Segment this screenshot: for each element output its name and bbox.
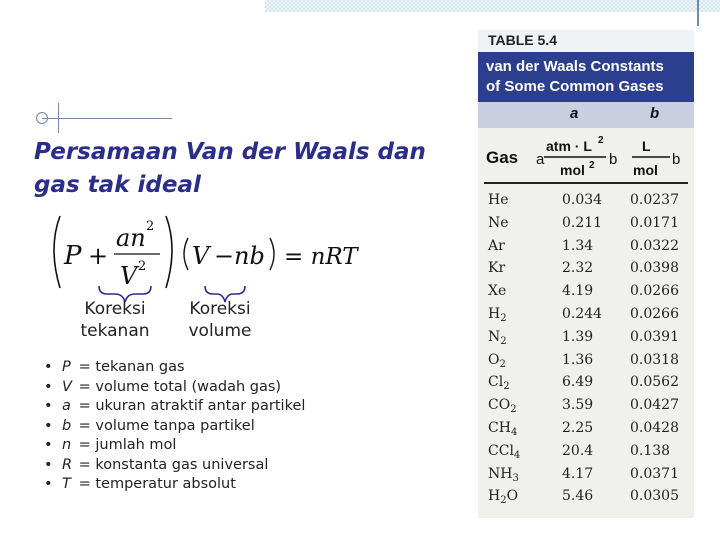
a-value-cell: 3.59 [562, 397, 594, 414]
volume-correction-line-1: Koreksi [189, 299, 251, 319]
unit-a-denominator: mol [560, 162, 585, 178]
definition-text: = volume total (wadah gas) [74, 378, 282, 395]
definition-text: = konstanta gas universal [74, 456, 269, 473]
bullet-icon: • [44, 437, 53, 453]
table-row [478, 418, 694, 441]
a-value-cell: 1.34 [562, 237, 594, 254]
gas-column-header: Gas [486, 148, 519, 167]
eq-v-exp: 2 [138, 259, 147, 274]
definition-symbol: P [62, 359, 71, 375]
decor-circle-icon [36, 112, 48, 124]
gas-cell: Kr [488, 260, 506, 277]
column-a-header: a [570, 105, 579, 122]
column-letter-bar [478, 102, 694, 128]
unit-a-numerator: atm · L [546, 138, 592, 154]
definition-item [44, 358, 305, 378]
table-row [478, 327, 694, 350]
unit-a-numerator-exp: 2 [598, 135, 604, 146]
bullet-icon: • [44, 359, 53, 375]
gas-cell: $N_2$ [488, 328, 507, 347]
a-value-cell: 0.211 [562, 214, 603, 231]
a-value-cell: 20.4 [562, 442, 594, 459]
gas-cell: He [488, 192, 509, 208]
definition-item [44, 397, 305, 417]
definition-item [44, 475, 305, 495]
svg-text:b: b [672, 151, 681, 168]
b-value-cell: 0.0428 [630, 420, 679, 436]
gas-cell: $H_2$ [488, 306, 507, 324]
header-pattern [265, 0, 720, 12]
gas-cell: $CH_4$ [488, 420, 518, 438]
bullet-icon: • [44, 417, 53, 434]
decor-line [697, 0, 699, 26]
column-b-header: b [650, 105, 660, 122]
eq-nb: nb [234, 242, 265, 270]
a-value-cell: 5.46 [562, 488, 594, 505]
gas-cell: CCl$_4$ [488, 442, 521, 461]
table-caption-bar [478, 30, 694, 52]
eq-an: an [116, 224, 146, 252]
definition-item [44, 456, 305, 476]
b-value-cell: 0.0322 [630, 237, 679, 254]
b-value-cell: 0.0305 [630, 488, 679, 505]
pressure-correction-label [72, 298, 158, 342]
a-value-cell: 4.17 [562, 465, 594, 482]
definition-text: = jumlah mol [74, 437, 177, 453]
svg-text:−: − [214, 242, 235, 270]
b-value-cell: 0.138 [630, 442, 671, 459]
eq-v: V [192, 242, 210, 270]
bullet-icon: • [44, 456, 53, 473]
gas-cell: $Cl_2$ [488, 374, 510, 393]
svg-text:a: a [536, 151, 545, 168]
a-value-cell: 0.034 [562, 192, 603, 208]
a-value-cell: 4.19 [562, 283, 594, 300]
b-value-cell: 0.0266 [630, 306, 679, 322]
table-caption: TABLE 5.4 [488, 32, 557, 48]
table-row [478, 464, 694, 487]
table-row [478, 486, 694, 509]
van-der-waals-table [478, 30, 694, 518]
variable-definitions [44, 358, 305, 495]
volume-correction-line-2: volume [188, 321, 252, 341]
pressure-correction-line-2: tekanan [80, 321, 150, 341]
definition-symbol: n [62, 437, 72, 453]
definition-item [44, 378, 305, 398]
decor-line [58, 103, 59, 133]
header-rule [484, 182, 688, 184]
definition-text: = temperatur absolut [74, 476, 236, 492]
bullet-icon: • [44, 378, 53, 395]
b-value-cell: 0.0398 [630, 260, 679, 277]
definition-item [44, 417, 305, 437]
bullet-icon: • [44, 476, 53, 492]
slide-title [34, 136, 474, 202]
table-row [478, 213, 694, 236]
gas-cell: $CO_2$ [488, 397, 517, 416]
definition-item [44, 436, 305, 456]
table-row [478, 441, 694, 464]
b-value-cell: 0.0391 [630, 328, 679, 345]
table-row [478, 304, 694, 327]
table-title-bar [478, 52, 694, 128]
b-value-cell: 0.0237 [630, 192, 679, 208]
a-value-cell: 2.25 [562, 420, 594, 436]
gas-cell: $O_2$ [488, 351, 506, 370]
units-formulas [478, 128, 694, 188]
gas-cell: $NH_3$ [488, 465, 519, 484]
unit-b-denominator: mol [633, 162, 658, 178]
title-line-1: Persamaan Van der Waals dan [34, 139, 426, 165]
table-title-line-1: van der Waals Constants [486, 58, 664, 75]
table-title-line-2: of Some Common Gases [486, 78, 664, 95]
definition-text: = ukuran atraktif antar partikel [74, 398, 306, 414]
unit-a-denominator-exp: 2 [589, 160, 595, 171]
b-value-cell: 0.0427 [630, 397, 679, 414]
definition-symbol: a [62, 398, 71, 414]
decor-line [42, 118, 172, 119]
eq-p: P [64, 241, 82, 271]
eq-rhs: = nRT [284, 244, 358, 270]
a-value-cell: 6.49 [562, 374, 594, 391]
b-value-cell: 0.0266 [630, 283, 679, 300]
b-value-cell: 0.0318 [630, 351, 679, 368]
a-value-cell: 0.244 [562, 306, 603, 322]
b-value-cell: 0.0562 [630, 374, 679, 391]
pressure-correction-line-1: Koreksi [84, 299, 146, 319]
definition-symbol: b [62, 417, 72, 434]
b-value-cell: 0.0171 [630, 214, 679, 231]
a-value-cell: 1.36 [562, 351, 594, 368]
definition-text: = volume tanpa partikel [74, 417, 255, 434]
volume-correction-label [180, 298, 260, 342]
eq-an-exp: 2 [146, 219, 155, 234]
gas-cell: $H_2O$ [488, 488, 519, 507]
eq-v-den: V [120, 262, 138, 290]
table-row [478, 236, 694, 259]
definition-symbol: R [62, 456, 73, 473]
a-value-cell: 2.32 [562, 260, 594, 277]
table-row [478, 281, 694, 304]
gas-cell: Ne [488, 214, 509, 231]
definition-symbol: T [62, 476, 71, 492]
gas-cell: Xe [488, 283, 507, 300]
table-row [478, 258, 694, 281]
a-value-cell: 1.39 [562, 328, 594, 345]
table-row [478, 190, 694, 213]
svg-text:b: b [609, 151, 618, 168]
b-value-cell: 0.0371 [630, 465, 679, 482]
unit-b-numerator: L [642, 138, 651, 154]
definition-text: = tekanan gas [74, 359, 185, 375]
svg-text:+: + [88, 242, 109, 270]
table-row [478, 395, 694, 418]
table-row [478, 372, 694, 395]
table-row [478, 350, 694, 373]
title-line-2: gas tak ideal [34, 172, 201, 198]
definition-symbol: V [62, 378, 72, 395]
bullet-icon: • [44, 398, 53, 414]
gas-cell: Ar [488, 237, 505, 254]
